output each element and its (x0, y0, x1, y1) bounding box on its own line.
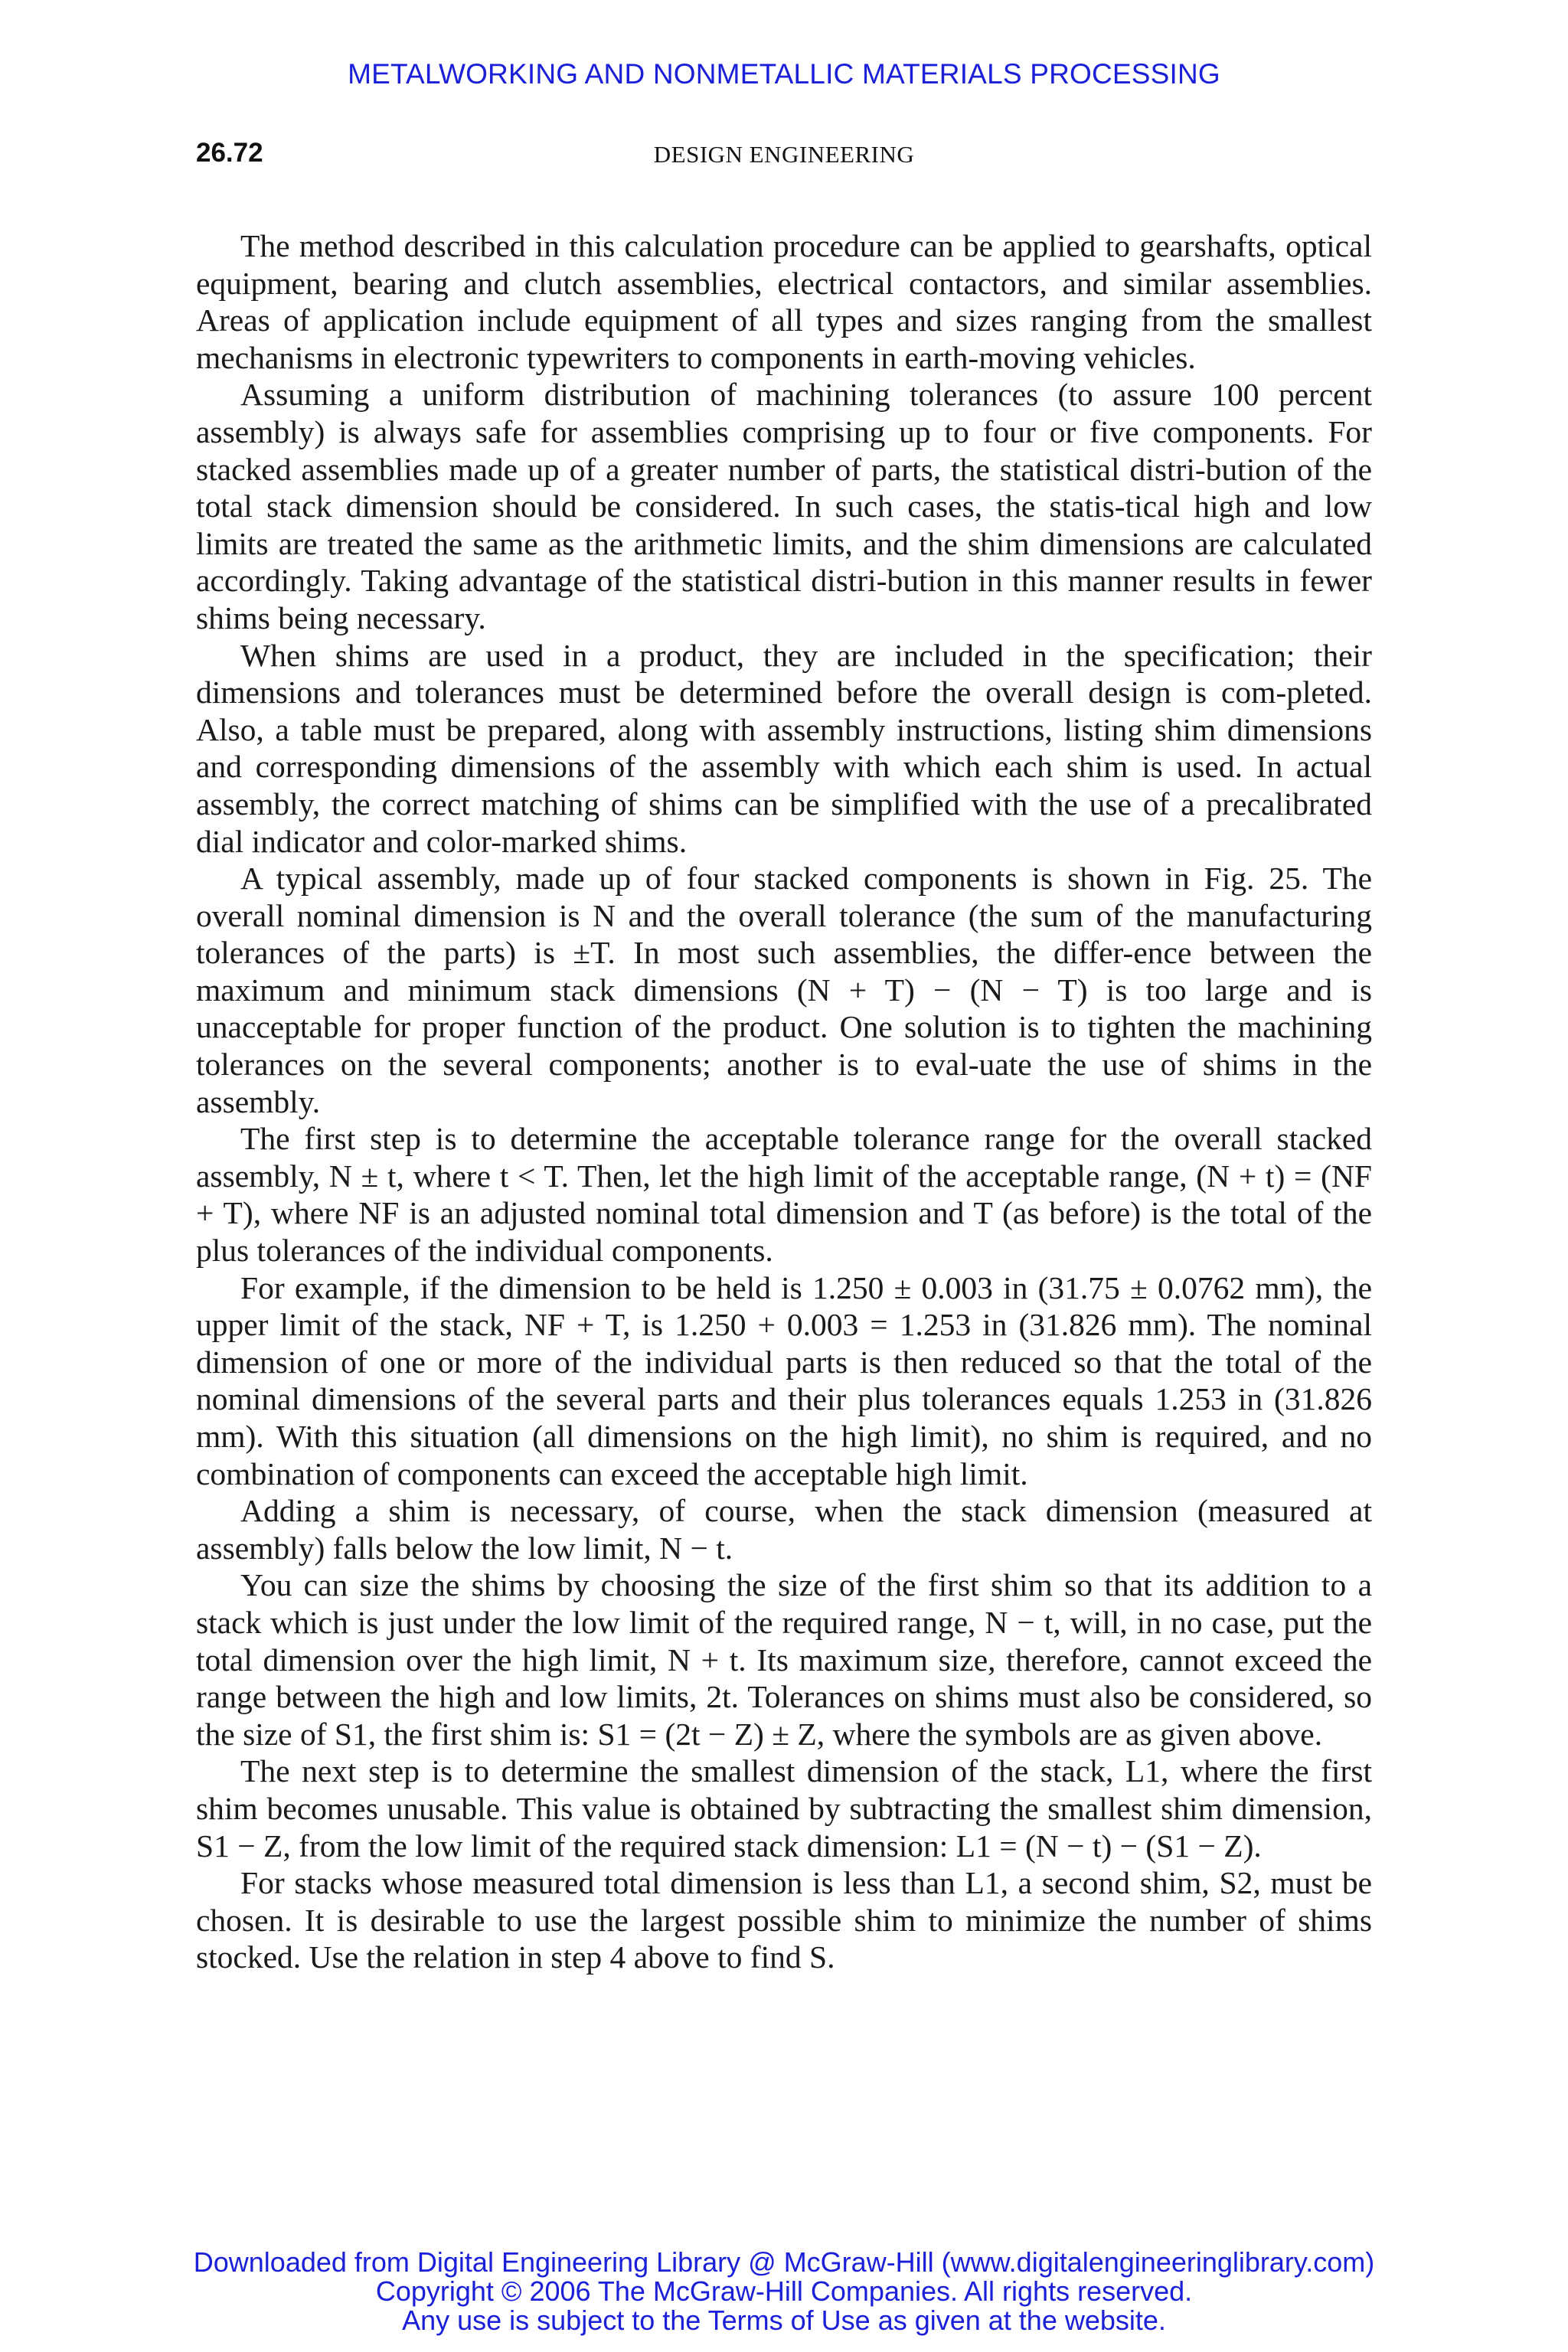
page-number: 26.72 (196, 138, 263, 168)
paragraph: When shims are used in a product, they are included in the specification; their dimensions and tolerances must be determined before the overall design is com-pleted. Also, a table must be prepared, along with assembly instructions, listing shim dimensions and corresponding dimensions of the assembly with which each shim is used. In actual assembly, the correct matching of shims can be simplified with the use of a precalibrated dial indicator and color-marked shims. (196, 637, 1372, 859)
paragraph: Assuming a uniform distribution of machining tolerances (to assure 100 percent assembly) is always safe for assemblies comprising up to four or five components. For stacked assemblies made up of a greater number of parts, the statistical distri-bution of the total stack dimension should be considered. In such cases, the statis-tical high and low limits are treated the same as the arithmetic limits, and the shim dimensions are calculated accordingly. Taking advantage of the statistical distri-bution in this manner results in fewer shims being necessary. (196, 377, 1372, 635)
paragraph: For stacks whose measured total dimension is less than L1, a second shim, S2, must be chosen. It is desirable to use the largest possible shim to minimize the number of shims stocked. Use the relation in step 4 above to find S. (196, 1865, 1372, 1975)
paragraph: You can size the shims by choosing the size of the first shim so that its addition to a stack which is just under the low limit of the required range, N − t, will, in no case, put the total dimension over the high limit, N + t. Its maximum size, therefore, cannot exceed the range between the high and low limits, 2t. Tolerances on shims must also be considered, so the size of S1, the first shim is: S1 = (2t − Z) ± Z, where the symbols are as given above. (196, 1567, 1372, 1752)
running-head: DESIGN ENGINEERING (653, 141, 915, 168)
paragraph: For example, if the dimension to be held is 1.250 ± 0.003 in (31.75 ± 0.0762 mm), the upper limit of the stack, NF + T, is 1.250 + 0.003 = 1.253 in (31.826 mm). The nominal dimension of one or more of the individual parts is then reduced so that the total of the nominal dimensions of the several parts and their plus tolerances equals 1.253 in (31.826 mm). With this situation (all dimensions on the high limit), no shim is required, and no combination of components can exceed the acceptable high limit. (196, 1269, 1372, 1491)
footer-copyright: Copyright © 2006 The McGraw-Hill Companies. All rights reserved. (375, 2275, 1193, 2307)
section-banner: METALWORKING AND NONMETALLIC MATERIALS PROCESSING (348, 58, 1220, 90)
paragraph: A typical assembly, made up of four stacked components is shown in Fig. 25. The overall nominal dimension is N and the overall tolerance (the sum of the manufacturing tolerances of the parts) is ±T. In most such assemblies, the differ-ence between the maximum and minimum stack dimensions (N + T) − (N − T) is too large and is unacceptable for proper function of the product. One solution is to tighten the machining tolerances on the several components; another is to eval-uate the use of shims in the assembly. (196, 861, 1372, 1119)
footer-terms-of-use[interactable]: Any use is subject to the Terms of Use as given at the website. (402, 2305, 1166, 2336)
paragraph: Adding a shim is necessary, of course, when the stack dimension (measured at assembly) falls below the low limit, N − t. (196, 1493, 1372, 1566)
body-text (196, 227, 1372, 1976)
footer (0, 2248, 1568, 2335)
paragraph: The method described in this calculation procedure can be applied to gearshafts, optical equipment, bearing and clutch assemblies, electrical contactors, and similar assemblies. Areas of application include equipment of all types and sizes ranging from the smallest mechanisms in electronic typewriters to components in earth-moving vehicles. (196, 228, 1372, 375)
paragraph: The next step is to determine the smallest dimension of the stack, L1, where the first shim becomes unusable. This value is obtained by subtracting the smallest shim dimension, S1 − Z, from the low limit of the required stack dimension: L1 = (N − t) − (S1 − Z). (196, 1753, 1372, 1864)
footer-download-link[interactable]: Downloaded from Digital Engineering Library @ McGraw-Hill (www.digitalengineeringlibrary.com) (193, 2246, 1375, 2278)
paragraph: The first step is to determine the acceptable tolerance range for the overall stacked assembly, N ± t, where t < T. Then, let the high limit of the acceptable range, (N + t) = (NF + T), where NF is an adjusted nominal total dimension and T (as before) is the total of the plus tolerances of the individual components. (196, 1121, 1372, 1269)
